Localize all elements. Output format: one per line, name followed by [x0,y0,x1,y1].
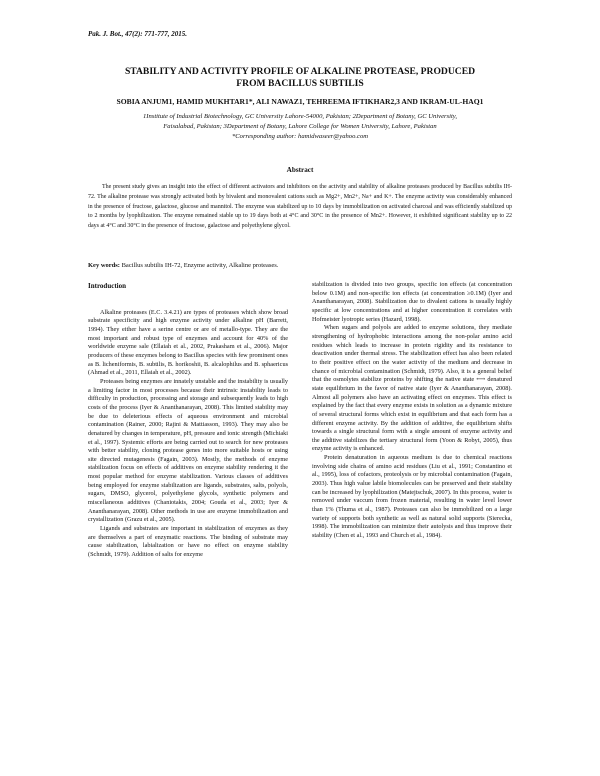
author-list: SOBIA ANJUM1, HAMID MUKHTAR1*, ALI NAWAZ1, TEHREEMA IFTIKHAR2,3 AND IKRAM-UL-HAQ1 [116,97,484,106]
corresponding-author: *Corresponding author: hamidwaseer@yahoo.com [231,133,369,140]
abstract-heading: Abstract [286,166,314,174]
journal-citation: Pak. J. Bot., 47(2): 771-777, 2015. [88,30,187,38]
left-column [88,282,288,560]
title-line-2: FROM BACILLUS SUBTILIS [236,78,364,89]
keywords [88,262,512,269]
abstract-text: The present study gives an insight into the effect of different activators and inhibitors on the activity and stability of alkaline proteases produced by Bacillus subtilis IH-72. The alkaline protease was strongly activated both by bivalent and monovalent cations such as Mg2+, Mn2+, Na+ and K+. The enzyme activity was considerably enhanced in the presence of fructose, galactose, glucose and mannitol. The enzyme was stabilized up to 10 days by immobilization on activated charcoal and was efficiently stabilized up to 2 months by lyophilization. The enzyme remained stable up to 19 days both at 4°C and 30°C in the presence of Mn2+. However, it exhibited significant stability up to 22 days at 4°C and 30°C in the presence of fructose, galactose and polyethylene glycol. [88,184,512,230]
paper-title [90,66,510,90]
affiliations [90,112,510,142]
intro-paragraph: Protein denaturation in aqueous medium is due to chemical reactions involving side chains of amino acid residues (Liu et al., 1991; Constantino et al., 1995), loss of cofactors, proteolysis or by microbial contamination (Fagain, 2003). Thus high value labile biomolecules can be preserved and their stability can be increased by lyophilization (Matejtschuk, 2007). In this process, water is removed under vaccum from frozen material, resulting in water level lower than 1% (Thuma et al., 1987). Proteases can also be immobilized on a large variety of supports both synthetic as well as natural solid supports (Sierecka, 1998). The immobilization can minimize their autolysis and thus improve their stability (Chen et al., 1993 and Church et al., 1984). [312,454,512,540]
affiliation-line: Faisalabad, Pakistan; 3Department of Botany, Lahore College for Women University, Lahore, Pakistan [163,123,437,130]
keywords-label: Key words: [88,262,120,269]
intro-paragraph: Proteases being enzymes are innately unstable and the instability is usually a limiting factor in most processes because their intrinsic instability leads to difficulty in production, processing and storage and subsequently leads to high costs of the process (Iyer & Ananthanarayan, 2008). This limited stability may be due to deleterious effects of aqueous environment and microbial contamination (Rainer, 2000; Rajini & Mattiasson, 1993). They may also be denatured by changes in temperature, pH, pressure and ionic strength (Michiaki et al., 1997). Systemic efforts are being carried out to search for new proteases with better stability, cloning protease genes into more suitable hosts or using site directed mutagenesis (Fagain, 2003). Mostly, the methods of enzyme stabilization focus on effects of additives on enzyme stability rendering it the most popular method for enzyme stabilization. Various classes of additives being employed for enzyme stabilization are ligands, substrates, salts, polyols, sugars, DMSO, glycerol, polyethylene glycols, synthetic polymers and miscellaneous additives (Chaniotakis, 2004; Gouda et al., 2003; Iyer & Ananthanarayan, 2008). Other methods in use are enzyme immobilization and crystallization (Grazu et al., 2005). [88,377,288,524]
keywords-text: Bacillus subtilis IH-72, Enzyme activity, Alkaline proteases. [121,262,279,269]
title-line-1: STABILITY AND ACTIVITY PROFILE OF ALKALINE PROTEASE, PRODUCED [124,66,476,77]
introduction-heading: Introduction [88,282,126,290]
intro-paragraph: stabilization is divided into two groups, specific ion effects (at concentration below 0.1M) and non-specific ion effects (at concentration ≥0.1M) (Iyer and Ananthanarayan, 2008). Stabilization due to divalent cations is usually highly specific at low concentrations and at higher concentration it correlates with Hofmeister lyotropic series (Hazard, 1998). [312,281,512,323]
intro-paragraph: When sugars and polyols are added to enzyme solutions, they mediate strengthening of hydrophobic interactions among the non-polar amino acid residues which leads to increase in protein rigidity and its resistance to deactivation under thermal stress. The stabilization effect has also been related to their positive effect on the water activity of the medium and decrease in chance of microbial contamination (Schmidt, 1979). Also, it is a general belief that the osmolytes stabilize proteins by shifting the native state ⟷ denatured state equilibrium in the favor of native state (Iyer & Ananthanarayan, 2008). Almost all polymers also have an activating effect on enzymes. This effect is explained by the fact that every enzyme exists in solution as a dynamic mixture of several structural forms which exist in equilibrium and that each form has a different enzyme activity. By the addition of additive, the equilibrium shifts towards a single structural form with a single amount of enzyme activity and the additive stabilizes the tertiary structural form (Yoon & Robyt, 2005), thus enzyme activity is enhanced. [312,324,512,453]
right-column [312,281,512,541]
affiliation-line: 1Institute of Industrial Biotechnology, GC University Lahore-54000, Pakistan; 2Department of Botany, GC University, [142,113,458,120]
intro-paragraph: Ligands and substrates are important in stabilization of enzymes as they are themselves a part of enzymatic reactions. The binding of substrate may cause stabilization, labialization or have no effect on enzyme stability (Schmidt, 1979). Addition of salts for enzyme [88,525,288,559]
intro-paragraph: Alkaline proteases (E.C. 3.4.21) are types of proteases which show broad substrate specificity and high enzyme activity under alkaline pH (Barrett, 1994). They either have a serine centre or are of metallo-type. They are the most important and robust type of enzymes and account for 40% of the worldwide enzyme sale (Ellaiah et al., 2002, Prakasham et al., 2006). Major producers of these enzymes belong to Bacillus species with few prominent ones as B. licheniformis, B. subtilis, B. horikoshii, B. alcalophilus and B. sphaericus (Ahmad et al., 2011, Ellaiah et al., 2002). [88,308,288,377]
